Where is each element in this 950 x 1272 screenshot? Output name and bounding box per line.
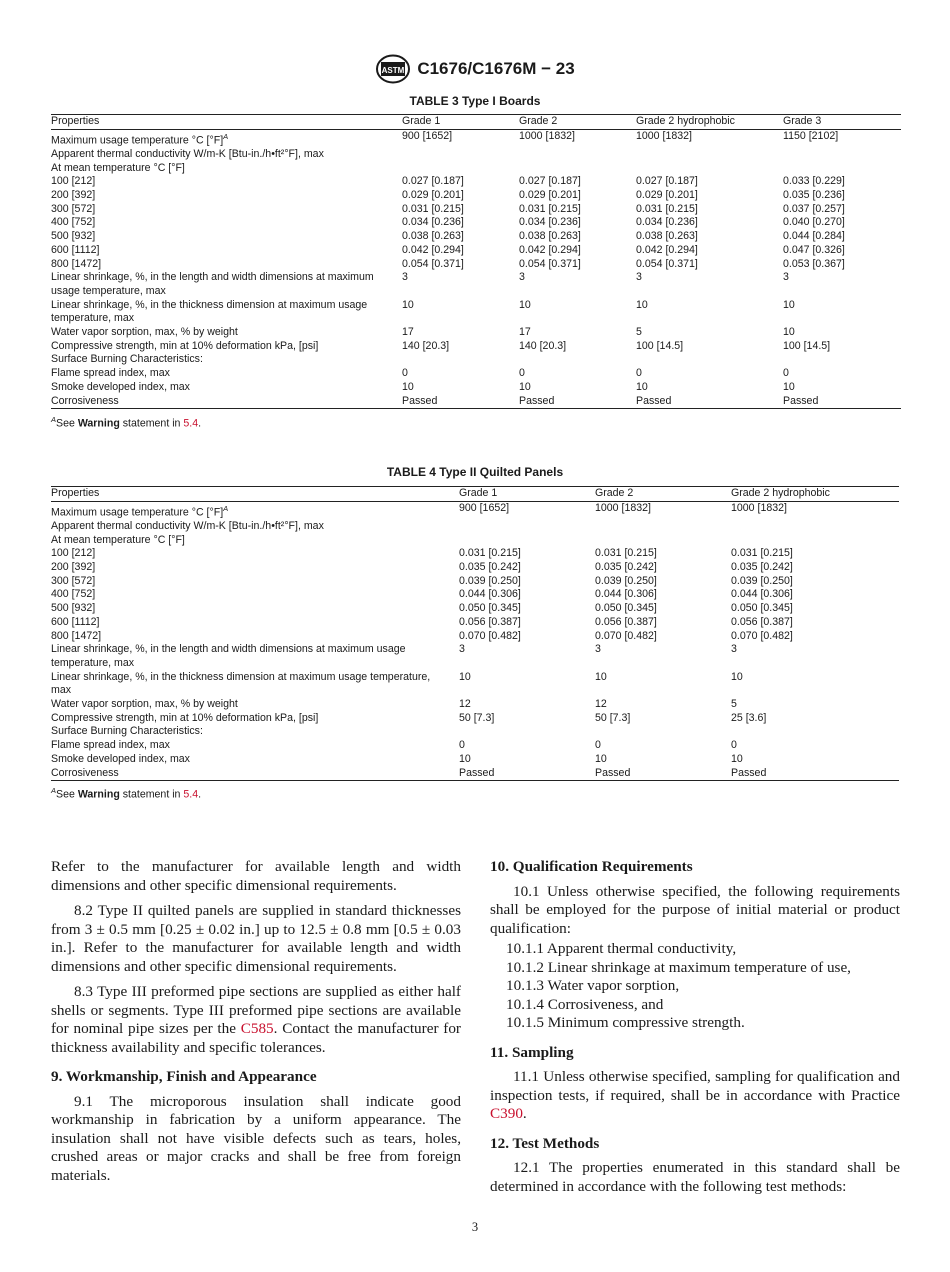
property-cell	[51, 353, 402, 367]
value-cell: 0.027 [0.187]	[402, 175, 464, 188]
property-cell	[51, 534, 459, 548]
property-cell	[51, 712, 459, 726]
table-row	[51, 501, 899, 520]
property-label: Compressive strength, min at 10% deformation kPa, [psi]	[51, 339, 319, 352]
property-cell	[51, 395, 402, 409]
value-cell: 0.034 [0.236]	[519, 216, 581, 229]
table-row	[51, 534, 899, 548]
value-cell: 10	[459, 752, 471, 765]
value-cell	[783, 353, 901, 367]
value-cell: 3	[595, 643, 601, 656]
paragraph-8-1-continued: Refer to the manufacturer for available length and width dimensions and other specific dimensional requirements.	[51, 858, 461, 894]
value-cell	[595, 520, 731, 534]
property-cell	[51, 575, 459, 589]
table-row	[51, 367, 901, 381]
table-row	[51, 561, 899, 575]
footnote-text: .	[198, 417, 202, 430]
property-cell	[51, 698, 459, 712]
property-label: 800 [1472]	[51, 257, 102, 270]
value-cell	[636, 162, 783, 176]
table-row	[51, 712, 899, 726]
table3-body	[51, 129, 901, 409]
value-cell: 0.035 [0.242]	[595, 561, 657, 574]
link-5-4[interactable]: 5.4	[183, 417, 199, 430]
value-cell: 0.044 [0.284]	[783, 230, 845, 243]
value-cell: 0.042 [0.294]	[519, 243, 581, 256]
value-cell: 10	[402, 298, 414, 311]
table-row	[51, 203, 901, 217]
astm-logo-icon	[375, 54, 411, 84]
paragraph-8-3: 8.3 Type III preformed pipe sections are supplied as either half shells or segments. Type III preformed pipe sections are available for nominal pipe sizes per the C585. Contact the manufacturer for thickness availability and specific tolerances.	[51, 983, 461, 1056]
property-label: Apparent thermal conductivity W/m-K [Btu-in./h•ft²°F], max	[51, 147, 324, 160]
value-cell: 0.040 [0.270]	[783, 216, 845, 229]
value-cell: 3	[783, 271, 789, 284]
value-cell: 0.029 [0.201]	[519, 189, 581, 202]
value-cell: 0.027 [0.187]	[636, 175, 698, 188]
property-label: Surface Burning Characteristics:	[51, 353, 203, 366]
footnote-mark: A	[51, 786, 57, 795]
value-cell: 100 [14.5]	[636, 339, 684, 352]
property-label: Corrosiveness	[51, 394, 119, 407]
value-cell: 0.031 [0.215]	[595, 547, 657, 560]
value-cell: 0.050 [0.345]	[595, 602, 657, 615]
value-cell: 0.039 [0.250]	[731, 574, 793, 587]
section-9-heading: 9. Workmanship, Finish and Appearance	[51, 1068, 317, 1085]
table3-header-row	[51, 115, 901, 130]
property-label: Smoke developed index, max	[51, 380, 190, 393]
table4-body	[51, 501, 899, 781]
table-row	[51, 271, 901, 298]
value-cell: 0.056 [0.387]	[595, 615, 657, 628]
value-cell: 0.034 [0.236]	[636, 216, 698, 229]
value-cell	[783, 148, 901, 162]
section-10-heading: 10. Qualification Requirements	[490, 858, 693, 875]
value-cell: 0.031 [0.215]	[731, 547, 793, 560]
value-cell: 0	[595, 739, 601, 752]
value-cell: Passed	[731, 767, 899, 781]
table-row	[51, 129, 901, 148]
value-cell	[519, 353, 636, 367]
value-cell	[595, 534, 731, 548]
footnote-text: .	[198, 788, 202, 801]
value-cell: 0.029 [0.201]	[636, 189, 698, 202]
value-cell: 12	[459, 698, 471, 711]
section-11-heading: 11. Sampling	[490, 1043, 574, 1061]
table3-footnote	[51, 415, 201, 430]
value-cell: 0.039 [0.250]	[459, 574, 521, 587]
property-label: Linear shrinkage, %, in the length and width dimensions at maximum usage temperature, max	[51, 271, 374, 297]
table3-col-header-2: Grade 2	[519, 115, 636, 130]
table-row	[51, 189, 901, 203]
table-row	[51, 148, 901, 162]
property-cell	[51, 739, 459, 753]
link-c390[interactable]: C390	[490, 1105, 523, 1122]
value-cell: 0	[783, 367, 789, 380]
value-cell: 0.031 [0.215]	[519, 202, 581, 215]
table3-type-i-boards	[51, 114, 901, 409]
value-cell: 10	[783, 326, 795, 339]
table-row	[51, 630, 899, 644]
property-cell	[51, 616, 459, 630]
value-cell: 0.031 [0.215]	[402, 202, 464, 215]
value-cell	[459, 520, 595, 534]
table4-col-header-0: Properties	[51, 487, 459, 502]
value-cell	[595, 725, 731, 739]
value-cell: 0.035 [0.242]	[459, 561, 521, 574]
value-cell: 0.038 [0.263]	[402, 230, 464, 243]
property-cell	[51, 588, 459, 602]
property-label: 600 [1112]	[51, 615, 100, 628]
value-cell: 10	[731, 752, 743, 765]
value-cell: 10	[783, 380, 795, 393]
table-row	[51, 230, 901, 244]
footnote-mark: A	[223, 503, 229, 513]
table-row	[51, 616, 899, 630]
value-cell: 900 [1652]	[402, 129, 453, 142]
footnote-mark: A	[223, 131, 229, 141]
value-cell: 1150 [2102]	[783, 129, 839, 142]
value-cell	[731, 534, 899, 548]
property-label: Apparent thermal conductivity W/m-K [Btu-in./h•ft²°F], max	[51, 519, 324, 532]
property-cell	[51, 367, 402, 381]
table-row	[51, 547, 899, 561]
property-cell	[51, 162, 402, 176]
property-label: 800 [1472]	[51, 629, 102, 642]
value-cell	[783, 162, 901, 176]
value-cell: 3	[459, 643, 465, 656]
property-cell	[51, 767, 459, 781]
paragraph-9-1: 9.1 The microporous insulation shall indicate good workmanship in fabrication by a uniform appearance. The insulation shall not have visible defects such as tears, holes, crushed areas or major cracks and shall be free from foreign materials.	[51, 1092, 461, 1184]
value-cell	[519, 148, 636, 162]
table3-col-header-0: Properties	[51, 115, 402, 130]
table4-caption: TABLE 4 Type II Quilted Panels	[386, 465, 564, 479]
property-label: 200 [392]	[51, 189, 96, 202]
table-row	[51, 381, 901, 395]
table-row	[51, 575, 899, 589]
value-cell: Passed	[519, 395, 636, 409]
value-cell	[519, 162, 636, 176]
paragraph-10-1: 10.1 Unless otherwise specified, the following requirements shall be employed for the purpose of initial material or product qualification:	[490, 882, 900, 937]
value-cell: 50 [7.3]	[459, 711, 495, 724]
property-cell	[51, 299, 402, 326]
value-cell: 10	[636, 298, 648, 311]
property-cell	[51, 203, 402, 217]
property-label: Linear shrinkage, %, in the thickness dimension at maximum usage temperature, max	[51, 670, 431, 697]
property-label: Maximum usage temperature °C [°F]	[51, 134, 224, 147]
page-number: 3	[471, 1220, 479, 1234]
value-cell: 0.053 [0.367]	[783, 257, 845, 270]
value-cell: 0.038 [0.263]	[519, 230, 581, 243]
footnote-bold: Warning	[77, 417, 120, 430]
table-row	[51, 175, 901, 189]
document-designation: C1676/C1676M − 23	[417, 59, 575, 78]
table4-col-header-2: Grade 2	[595, 487, 731, 502]
footnote-text: statement in	[119, 417, 184, 430]
table4-col-header-1: Grade 1	[459, 487, 595, 502]
table-row	[51, 353, 901, 367]
paragraph-11-1: 11.1 Unless otherwise specified, sampling for qualification and inspection tests, if required, shall be in accordance with Practice C390.	[490, 1068, 900, 1122]
value-cell: 10	[595, 752, 607, 765]
table-row	[51, 340, 901, 354]
value-cell: 0.054 [0.371]	[636, 257, 698, 270]
property-cell	[51, 643, 459, 670]
value-cell: 0.042 [0.294]	[402, 243, 464, 256]
property-label: 600 [1112]	[51, 243, 100, 256]
property-cell	[51, 129, 402, 148]
table-row	[51, 520, 899, 534]
value-cell: 0.037 [0.257]	[783, 202, 845, 215]
property-label: At mean temperature °C [°F]	[51, 533, 185, 546]
value-cell: 0.033 [0.229]	[783, 175, 845, 188]
property-label: Flame spread index, max	[51, 739, 170, 752]
table-row	[51, 588, 899, 602]
value-cell: 0	[636, 367, 642, 380]
list-item-10-1-3: 10.1.3 Water vapor sorption,	[506, 977, 680, 994]
property-cell	[51, 753, 459, 767]
table-row	[51, 643, 899, 670]
table3-col-header-3: Grade 2 hydrophobic	[636, 115, 783, 130]
property-cell	[51, 602, 459, 616]
value-cell: Passed	[636, 395, 783, 409]
property-label: Water vapor sorption, max, % by weight	[51, 698, 238, 711]
value-cell: 0.056 [0.387]	[459, 615, 521, 628]
value-cell: 5	[731, 698, 737, 711]
property-cell	[51, 271, 402, 298]
property-label: Corrosiveness	[51, 766, 119, 779]
value-cell: 12	[595, 698, 607, 711]
value-cell: 0.034 [0.236]	[402, 216, 464, 229]
table-row	[51, 725, 899, 739]
value-cell: 0.044 [0.306]	[595, 588, 657, 601]
value-cell: 0.047 [0.326]	[783, 243, 845, 256]
left-column	[51, 858, 461, 1192]
property-cell	[51, 175, 402, 189]
value-cell: 0.056 [0.387]	[731, 615, 793, 628]
value-cell: 3	[731, 643, 737, 656]
table4-footnote	[51, 786, 201, 801]
svg-text:ASTM: ASTM	[381, 66, 405, 75]
table3-caption: TABLE 3 Type I Boards	[409, 94, 541, 108]
page-header	[0, 52, 950, 86]
value-cell: 10	[783, 298, 795, 311]
table3-col-header-1: Grade 1	[402, 115, 519, 130]
property-label: 200 [392]	[51, 561, 96, 574]
value-cell: Passed	[459, 767, 595, 781]
value-cell: 0.031 [0.215]	[459, 547, 521, 560]
property-label: 400 [752]	[51, 588, 96, 601]
value-cell: 25 [3.6]	[731, 711, 767, 724]
list-item-10-1-2: 10.1.2 Linear shrinkage at maximum temperature of use,	[506, 958, 851, 976]
table4-header-row	[51, 487, 899, 502]
property-label: Smoke developed index, max	[51, 752, 190, 765]
property-label: Compressive strength, min at 10% deformation kPa, [psi]	[51, 711, 319, 724]
footnote-mark: A	[51, 415, 57, 424]
property-cell	[51, 561, 459, 575]
property-cell	[51, 189, 402, 203]
footnote-text: See	[56, 788, 78, 801]
value-cell: 0.038 [0.263]	[636, 230, 698, 243]
property-cell	[51, 520, 459, 534]
value-cell	[402, 148, 519, 162]
table4-col-header-3: Grade 2 hydrophobic	[731, 487, 899, 502]
paragraph-8-2: 8.2 Type II quilted panels are supplied in standard thicknesses from 3 ± 0.5 mm [0.25 ± 0.02 in.] up to 12.5 ± 0.8 mm [0.5 ± 0.03 in.]. Refer to the manufacturer for available length and width dimensions and other specific dimensional requirements.	[51, 902, 461, 975]
property-label: Maximum usage temperature °C [°F]	[51, 506, 224, 519]
value-cell: 0.050 [0.345]	[731, 602, 793, 615]
value-cell: 0.035 [0.242]	[731, 561, 793, 574]
list-item-10-1-4: 10.1.4 Corrosiveness, and	[506, 995, 664, 1013]
value-cell: 0.070 [0.482]	[595, 629, 657, 642]
property-label: Surface Burning Characteristics:	[51, 725, 203, 738]
value-cell: Passed	[783, 395, 901, 409]
value-cell: 0.044 [0.306]	[731, 588, 793, 601]
value-cell: 0.054 [0.371]	[519, 257, 581, 270]
value-cell: 10	[519, 298, 531, 311]
value-cell: 1000 [1832]	[731, 501, 787, 514]
table-row	[51, 216, 901, 230]
property-cell	[51, 244, 402, 258]
property-cell	[51, 381, 402, 395]
property-cell	[51, 725, 459, 739]
value-cell	[402, 162, 519, 176]
value-cell: 0.042 [0.294]	[636, 243, 698, 256]
footnote-text: statement in	[119, 788, 184, 801]
value-cell	[731, 520, 899, 534]
value-cell: 140 [20.3]	[402, 339, 450, 352]
property-cell	[51, 630, 459, 644]
value-cell: 0.031 [0.215]	[636, 202, 698, 215]
value-cell: 17	[402, 326, 414, 339]
value-cell: 0.035 [0.236]	[783, 189, 845, 202]
table-row	[51, 162, 901, 176]
value-cell: 0	[459, 739, 465, 752]
value-cell	[459, 725, 595, 739]
property-label: 100 [212]	[51, 175, 96, 188]
value-cell: 1000 [1832]	[636, 129, 692, 142]
property-label: Flame spread index, max	[51, 367, 170, 380]
property-label: 400 [752]	[51, 216, 96, 229]
table-row	[51, 395, 901, 409]
table-row	[51, 739, 899, 753]
table-row	[51, 767, 899, 781]
link-c585[interactable]: C585	[240, 1020, 274, 1037]
right-column	[490, 847, 900, 1203]
value-cell: 0.044 [0.306]	[459, 588, 521, 601]
property-label: 500 [932]	[51, 602, 96, 615]
footnote-bold: Warning	[77, 788, 120, 801]
value-cell	[459, 534, 595, 548]
value-cell: 0.054 [0.371]	[402, 257, 464, 270]
section-12-heading: 12. Test Methods	[490, 1134, 600, 1152]
property-cell	[51, 148, 402, 162]
value-cell: 10	[731, 670, 743, 683]
footnote-text: See	[56, 417, 78, 430]
property-label: Linear shrinkage, %, in the length and width dimensions at maximum usage temperature, max	[51, 643, 406, 669]
property-label: 500 [932]	[51, 230, 96, 243]
value-cell: Passed	[595, 767, 731, 781]
property-cell	[51, 671, 459, 698]
value-cell: 0.039 [0.250]	[595, 574, 657, 587]
value-cell: 5	[636, 326, 642, 339]
list-item-10-1-1: 10.1.1 Apparent thermal conductivity,	[506, 940, 737, 957]
table-row	[51, 299, 901, 326]
value-cell: 3	[519, 271, 525, 284]
value-cell: 3	[402, 271, 408, 284]
table-row	[51, 244, 901, 258]
value-cell	[731, 725, 899, 739]
value-cell: 10	[402, 380, 414, 393]
property-label: Linear shrinkage, %, in the thickness dimension at maximum usage temperature, max	[51, 298, 368, 325]
value-cell: 1000 [1832]	[519, 129, 575, 142]
property-cell	[51, 216, 402, 230]
value-cell: 10	[595, 670, 607, 683]
property-cell	[51, 230, 402, 244]
value-cell: 0	[402, 367, 408, 380]
value-cell: 100 [14.5]	[783, 339, 831, 352]
value-cell: 10	[519, 380, 531, 393]
property-label: 300 [572]	[51, 202, 96, 215]
value-cell: 0.070 [0.482]	[731, 629, 793, 642]
table-row	[51, 258, 901, 272]
value-cell: 10	[459, 670, 471, 683]
value-cell: 0.070 [0.482]	[459, 629, 521, 642]
property-cell	[51, 547, 459, 561]
value-cell: 50 [7.3]	[595, 711, 631, 724]
property-label: Water vapor sorption, max, % by weight	[51, 326, 238, 339]
value-cell: 1000 [1832]	[595, 501, 651, 514]
property-cell	[51, 326, 402, 340]
value-cell: 900 [1652]	[459, 501, 510, 514]
value-cell	[402, 353, 519, 367]
property-label: 100 [212]	[51, 547, 96, 560]
property-cell	[51, 258, 402, 272]
value-cell: 140 [20.3]	[519, 339, 567, 352]
table-row	[51, 671, 899, 698]
value-cell: 0	[731, 739, 737, 752]
list-item-10-1-5: 10.1.5 Minimum compressive strength.	[506, 1014, 745, 1031]
table-row	[51, 602, 899, 616]
table-row	[51, 753, 899, 767]
property-label: 300 [572]	[51, 574, 96, 587]
value-cell: 0.050 [0.345]	[459, 602, 521, 615]
table-row	[51, 698, 899, 712]
value-cell: 10	[636, 380, 648, 393]
paragraph-12-1: 12.1 The properties enumerated in this standard shall be determined in accordance with the following test methods:	[490, 1159, 900, 1195]
table-row	[51, 326, 901, 340]
property-cell	[51, 501, 459, 520]
value-cell	[636, 148, 783, 162]
value-cell: 17	[519, 326, 531, 339]
table3-col-header-4: Grade 3	[783, 115, 901, 130]
value-cell: 3	[636, 271, 642, 284]
value-cell: 0.029 [0.201]	[402, 189, 464, 202]
table4-type-ii-quilted-panels	[51, 486, 899, 781]
property-label: At mean temperature °C [°F]	[51, 161, 185, 174]
value-cell: 0	[519, 367, 525, 380]
value-cell	[636, 353, 783, 367]
value-cell: 0.027 [0.187]	[519, 175, 581, 188]
value-cell: Passed	[402, 395, 519, 409]
property-cell	[51, 340, 402, 354]
link-5-4[interactable]: 5.4	[183, 788, 199, 801]
